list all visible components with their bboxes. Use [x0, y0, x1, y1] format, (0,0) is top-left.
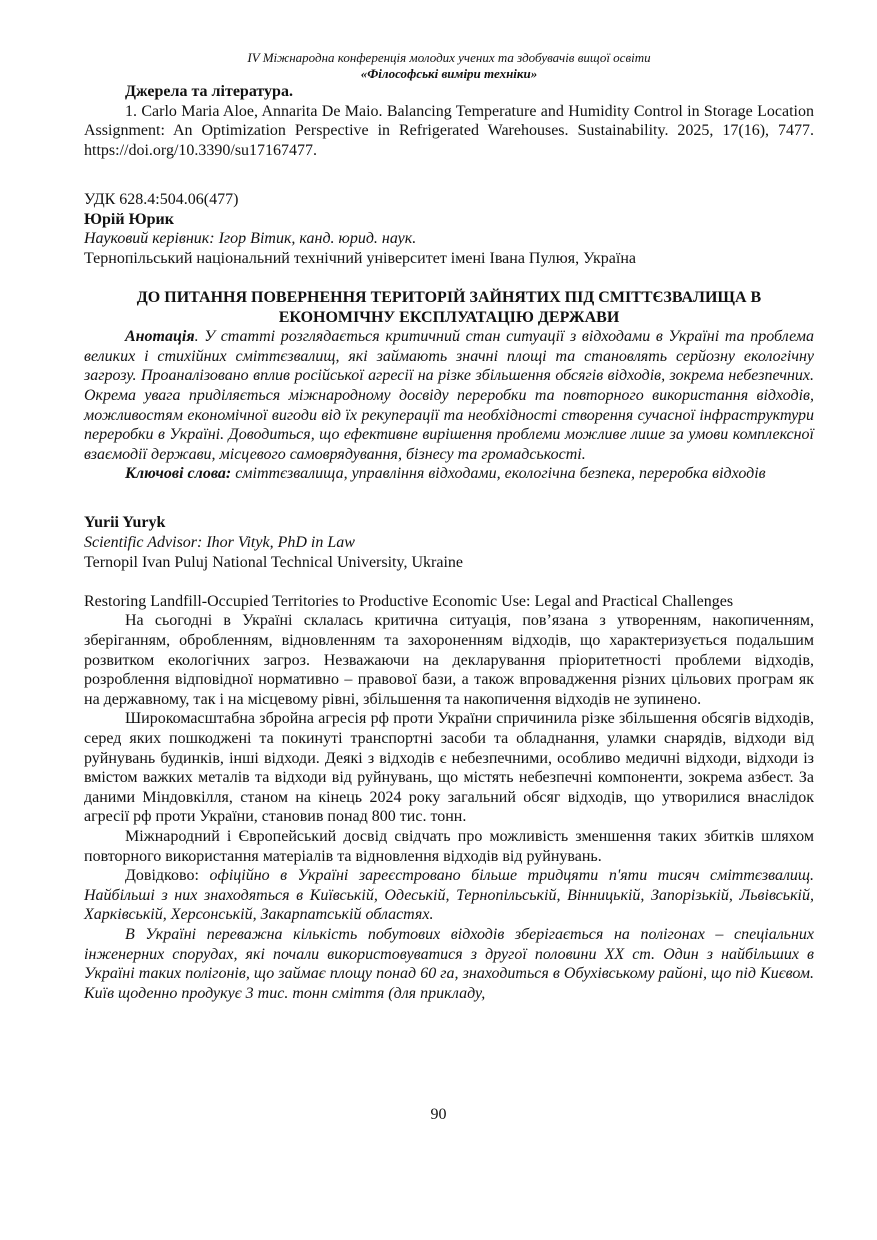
keywords-label: Ключові слова:	[125, 465, 232, 483]
keywords-text: сміттєзвалища, управління відходами, екологічна безпека, переробка відходів	[231, 465, 766, 483]
running-header	[84, 50, 814, 82]
body-paragraph-3: Міжнародний і Європейський досвід свідчать про можливість зменшення таких збитків шляхом повторного використання матеріалів та відновлення відходів від руйнувань.	[84, 827, 814, 865]
article-title-en: Restoring Landfill-Occupied Territories to Productive Economic Use: Legal and Practical Challenges	[84, 592, 734, 610]
affiliation-ua: Тернопільський національний технічний університет імені Івана Пулюя, Україна	[84, 249, 636, 267]
author-name-en: Yurii Yuryk	[84, 514, 166, 532]
reference-note-text: офіційно в Україні зареєстровано більше тридцяти п'яти тисяч сміттєзвалищ. Найбільші з них знаходяться в Київській, Одеській, Тернопільській, Вінницькій, Запорізькій, Львівській, Харківській, Херсонській, Закарпатській областях.	[84, 867, 815, 924]
abstract-label: Анотація	[125, 328, 195, 346]
reference-item: 1. Carlo Maria Aloe, Annarita De Maio. Balancing Temperature and Humidity Control in Storage Location Assignment: An Optimization Perspective in Refrigerated Warehouses. Sustainability. 2025, 17(16), 7477. https://doi.org/10.3390/su17167477.	[84, 102, 814, 159]
title-line-2: ЕКОНОМІЧНУ ЕКСПЛУАТАЦІЮ ДЕРЖАВИ	[278, 308, 620, 326]
author-name-ua: Юрій Юрик	[84, 210, 174, 228]
udc-code: УДК 628.4:504.06(477)	[84, 190, 239, 208]
body-paragraph-2: Широкомасштабна збройна агресія рф проти України спричинила різке збільшення обсягів відходів, серед яких пошкоджені та покинуті транспортні засоби та обладнання, уламки снарядів, відходи від руйнувань будинків, інші відходи. Деякі з відходів є небезпечними, особливо медичні відходи, відходи із вмістом важких металів та відходи від руйнувань, що містять небезпечні компоненти, зокрема азбест. За даними Міндовкілля, станом на кінець 2024 року загальний обсяг відходів, що утворилися внаслідок агресії рф проти України, становив понад 800 тис. тонн.	[84, 710, 814, 826]
title-line-1: ДО ПИТАННЯ ПОВЕРНЕННЯ ТЕРИТОРІЙ ЗАЙНЯТИХ ПІД СМІТТЄЗВАЛИЩА В	[136, 288, 762, 306]
body-paragraph-4	[84, 866, 814, 925]
abstract	[84, 327, 814, 464]
affiliation-en: Ternopil Ivan Puluj National Technical University, Ukraine	[84, 553, 463, 571]
page-content	[84, 50, 814, 1003]
conference-subtitle: «Філософські виміри техніки»	[360, 66, 538, 81]
body-paragraph-1: На сьогодні в Україні склалась критична ситуація, пов’язана з утворенням, накопиченням, зберіганням, обробленням, відновленням та захороненням відходів, що характеризується подальшим розвитком екологічних загроз. Незважаючи на декларування пріоритетності проблеми відходів, розроблення відповідної нормативно – правової бази, а також впровадження різних цільових програм як на державному, так і на місцевому рівні, збільшення та накопичення відходів не зупинено.	[84, 612, 814, 708]
page-number: 90	[430, 1106, 447, 1123]
references-heading: Джерела та література.	[125, 83, 293, 100]
conference-name: IV Міжнародна конференція молодих учених та здобувачів вищої освіти	[247, 50, 651, 65]
advisor-en: Scientific Advisor: Ihor Vityk, PhD in Law	[84, 534, 355, 552]
reference-note-label: Довідково:	[125, 867, 210, 885]
advisor-ua: Науковий керівник: Ігор Вітик, канд. юрид. наук.	[84, 230, 417, 248]
keywords	[84, 464, 814, 484]
abstract-text: . У статті розглядається критичний стан ситуації з відходами в Україні та проблема великих і стихійних сміттєзвалищ, які займають значні площі та становлять серйозну екологічну загрозу. Проаналізовано вплив російської агресії на різке збільшення обсягів відходів, зокрема небезпечних. Окрема увага приділяється міжнародному досвіду переробки та повторного використання відходів, можливостям економічної вигоди від їх рекуперації та необхідності створення сучасної інфраструктури переробки в Україні. Доводиться, що ефективне вирішення проблеми можливе лише за умови комплексної взаємодії держави, місцевого самоврядування, бізнесу та громадськості.	[84, 328, 814, 463]
article-title-ua	[84, 288, 814, 327]
body-paragraph-5: В Україні переважна кількість побутових відходів зберігається на полігонах – спеціальних інженерних спорудах, які почали використовуватися з другої половини XX ст. Один з найбільших в Україні таких полігонів, що займає площу понад 60 га, знаходиться в Обухівському районі, що під Києвом. Київ щоденно продукує 3 тис. тонн сміття (для прикладу,	[84, 925, 814, 1002]
